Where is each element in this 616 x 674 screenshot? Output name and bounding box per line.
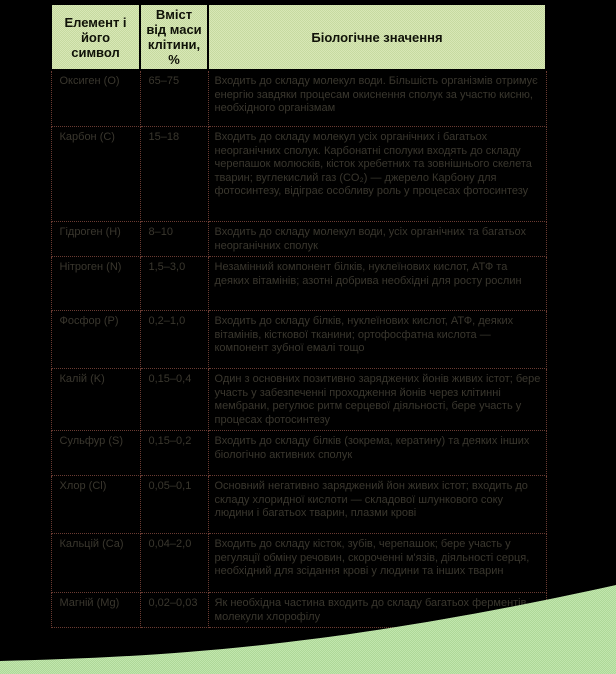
significance-cell: Входить до складу білків, нуклеїнових кислот, АТФ, деяких вітамінів, кісткової тканини; ортофосфатна кислота — компонент зубної емалі тощо: [208, 311, 546, 369]
element-cell: Магній (Mg): [51, 593, 140, 628]
bottom-swoosh-curve: [0, 554, 616, 674]
element-cell: Гідроген (H): [51, 222, 140, 257]
mass-percent-cell: 0,05–0,1: [140, 476, 208, 534]
mass-percent-cell: 65–75: [140, 70, 208, 127]
header-row: [51, 4, 546, 70]
element-cell: Карбон (C): [51, 127, 140, 222]
mass-percent-cell: 0,02–0,03: [140, 593, 208, 628]
significance-cell: Основний негативно заряджений йон живих істот; входить до складу хлоридної кислоти — складової шлункового соку людини і багатьох тварин, плазми крові: [208, 476, 546, 534]
element-cell: Фосфор (P): [51, 311, 140, 369]
table-row: [51, 70, 546, 127]
element-cell: Сульфур (S): [51, 431, 140, 476]
mass-percent-cell: 0,15–0,2: [140, 431, 208, 476]
element-cell: Хлор (Cl): [51, 476, 140, 534]
elements-table: [50, 3, 547, 628]
table-row: [51, 127, 546, 222]
significance-cell: Входить до складу молекул усіх органічних і багатьох неорганічних сполук. Карбонатні сполуки входять до складу черепашок молюсків, кісток хребетних та зовнішнього скелета тварин; вуглекислий газ (CO₂) — джерело Карбону для фотосинтезу, відіграє особливу роль у процесах фотосинтезу: [208, 127, 546, 222]
element-cell: Нітроген (N): [51, 257, 140, 311]
element-cell: Калій (K): [51, 369, 140, 431]
header-element-symbol: Елемент і його символ: [51, 4, 140, 70]
table-row: [51, 369, 546, 431]
mass-percent-cell: 15–18: [140, 127, 208, 222]
table-row: [51, 431, 546, 476]
swoosh-path: [0, 585, 616, 674]
mass-percent-cell: 8–10: [140, 222, 208, 257]
significance-cell: Входить до складу білків (зокрема, кератину) та деяких інших біологічно активних сполук: [208, 431, 546, 476]
element-cell: Кальцій (Ca): [51, 534, 140, 593]
header-mass-percent: Вміст від маси клітини, %: [140, 4, 208, 70]
header-biological-significance: Біологічне значення: [208, 4, 546, 70]
significance-cell: Входить до складу молекул води, усіх органічних та багатьох неорганічних сполук: [208, 222, 546, 257]
significance-cell: Незамінний компонент білків, нуклеїнових кислот, АТФ та деяких вітамінів; азотні добрива необхідні для росту рослин: [208, 257, 546, 311]
table-body: [51, 70, 546, 628]
significance-cell: Входить до складу кісток, зубів, черепашок; бере участь у регуляції обміну речовин, скороченні м'язів, діяльності серця, необхідний для зсідання крові у людини та інших тварин: [208, 534, 546, 593]
table-row: [51, 476, 546, 534]
mass-percent-cell: 1,5–3,0: [140, 257, 208, 311]
element-cell: Оксиген (O): [51, 70, 140, 127]
table-row: [51, 311, 546, 369]
significance-cell: Один з основних позитивно заряджених йонів живих істот; бере участь у забезпеченні проходження йонів через клітинні мембрани, регулює ритм серцевої діяльності, бере участь у процесах фотосинтезу: [208, 369, 546, 431]
table-row: [51, 257, 546, 311]
significance-cell: Як необхідна частина входить до складу багатьох ферментів, молекули хлорофілу: [208, 593, 546, 628]
table-row: [51, 222, 546, 257]
mass-percent-cell: 0,2–1,0: [140, 311, 208, 369]
significance-cell: Входить до складу молекул води. Більшість організмів отримує енергію завдяки процесам окиснення сполук за участю кисню, необхідного організмам: [208, 70, 546, 127]
mass-percent-cell: 0,04–2,0: [140, 534, 208, 593]
mass-percent-cell: 0,15–0,4: [140, 369, 208, 431]
table-header: [51, 4, 546, 70]
